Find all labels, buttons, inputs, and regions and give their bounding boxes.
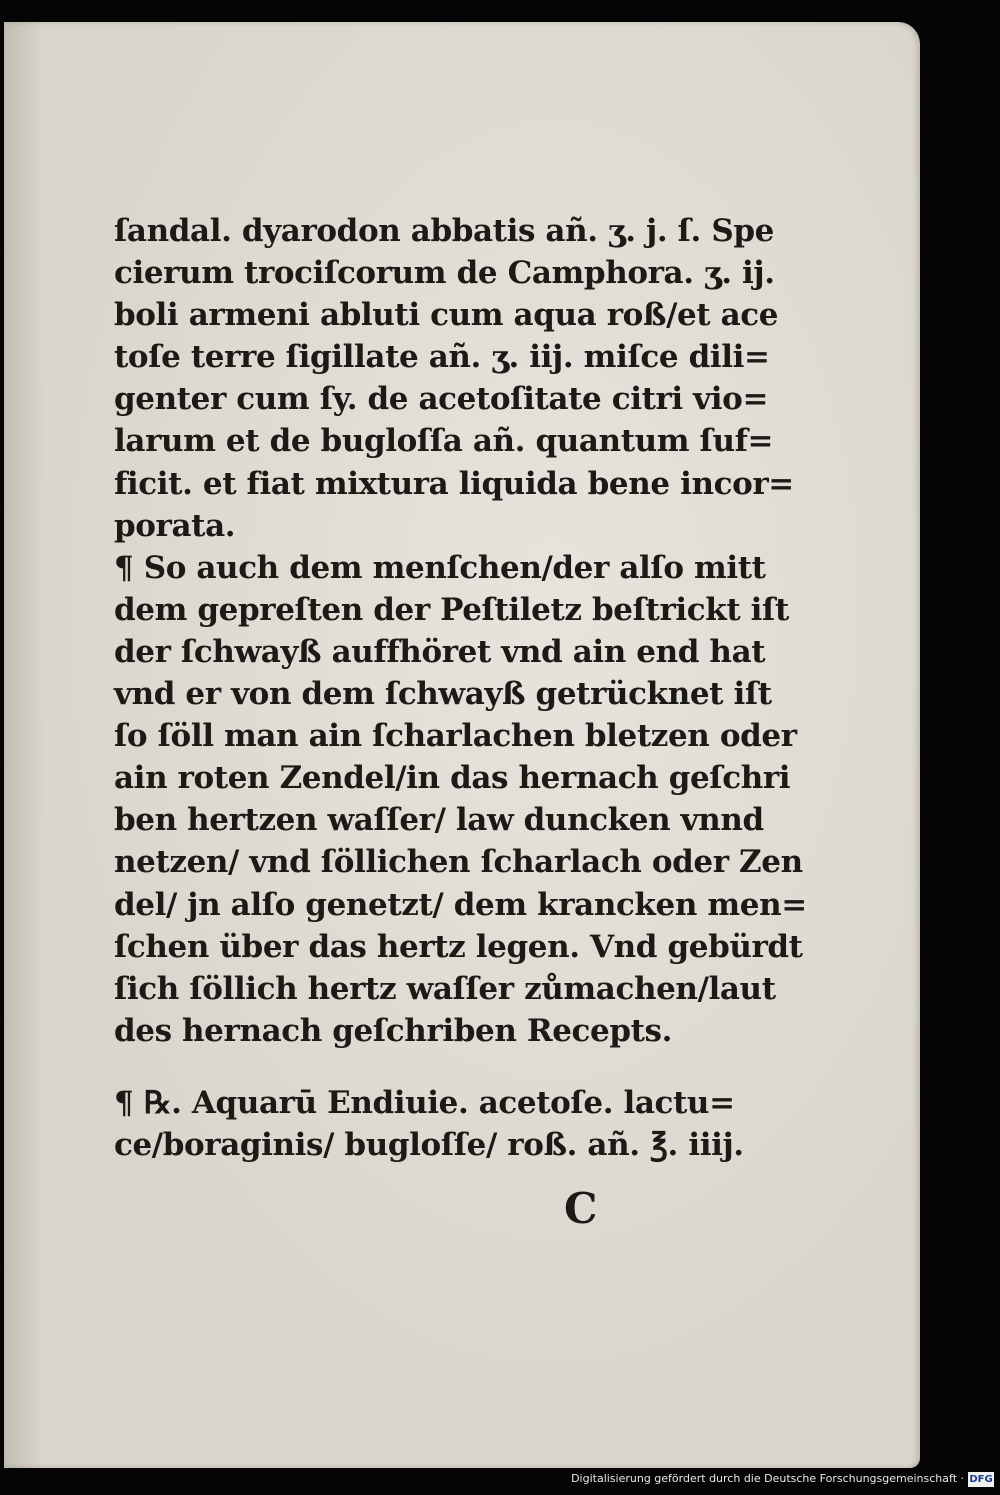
text-line: der ſchwayß auffhöret vnd ain end hat	[114, 633, 766, 670]
text-line: ſo ſöll man ain ſcharlachen bletzen oder	[114, 718, 797, 755]
text-line: ficit. et fiat mixtura liquida bene incor=	[114, 465, 794, 502]
text-line: ſich ſöllich hertz waſſer zůmachen/laut	[114, 970, 776, 1007]
dfg-logo: DFG	[969, 1474, 993, 1485]
text-line: vnd er von dem ſchwayß getrücknet iſt	[114, 676, 772, 713]
text-line: ¶ So auch dem menſchen/der alſo mitt	[114, 549, 766, 586]
funding-credit: Digitalisierung gefördert durch die Deutsche Forschungsgemeinschaft ·	[571, 1472, 964, 1485]
text-line: cierum trociſcorum de Camphora. ʒ. ij.	[114, 255, 775, 292]
text-line: dem gepreſten der Peſtiletz beſtrickt iſt	[114, 591, 789, 628]
signature-mark: C	[564, 1184, 598, 1233]
text-line: ¶ ℞. Aquarū Endiuie. acetoſe. lactu=	[114, 1084, 735, 1121]
text-line: ain roten Zendel/in das hernach geſchri	[114, 760, 791, 797]
text-line: ſchen über das hertz legen. Vnd gebürdt	[114, 928, 803, 965]
text-line: ſandal. dyarodon abbatis añ. ʒ. j. ſ. Spe	[114, 213, 774, 249]
text-line: boli armeni abluti cum aqua roß/et ace	[114, 297, 779, 334]
book-page	[4, 22, 920, 1468]
page-text	[114, 210, 807, 1166]
text-line: ce/boraginis/ bugloſſe/ roß. añ. ℥. iiij.	[114, 1126, 744, 1163]
text-line: del/ jn alſo genetzt/ dem krancken men=	[114, 886, 807, 923]
text-line: toſe terre ſigillate añ. ʒ. iij. miſce dili=	[114, 339, 770, 376]
text-line: genter cum ſy. de acetoſitate citri vio=	[114, 381, 769, 418]
paragraph-gap	[114, 1052, 754, 1082]
text-line: ben hertzen waſſer/ law duncken vnnd	[114, 802, 764, 839]
text-line: des hernach geſchriben Recepts.	[114, 1012, 672, 1049]
text-line: porata.	[114, 507, 236, 544]
text-line: netzen/ vnd ſöllichen ſcharlach oder Zen	[114, 844, 803, 881]
text-line: larum et de bugloſſa añ. quantum ſuf=	[114, 423, 774, 460]
